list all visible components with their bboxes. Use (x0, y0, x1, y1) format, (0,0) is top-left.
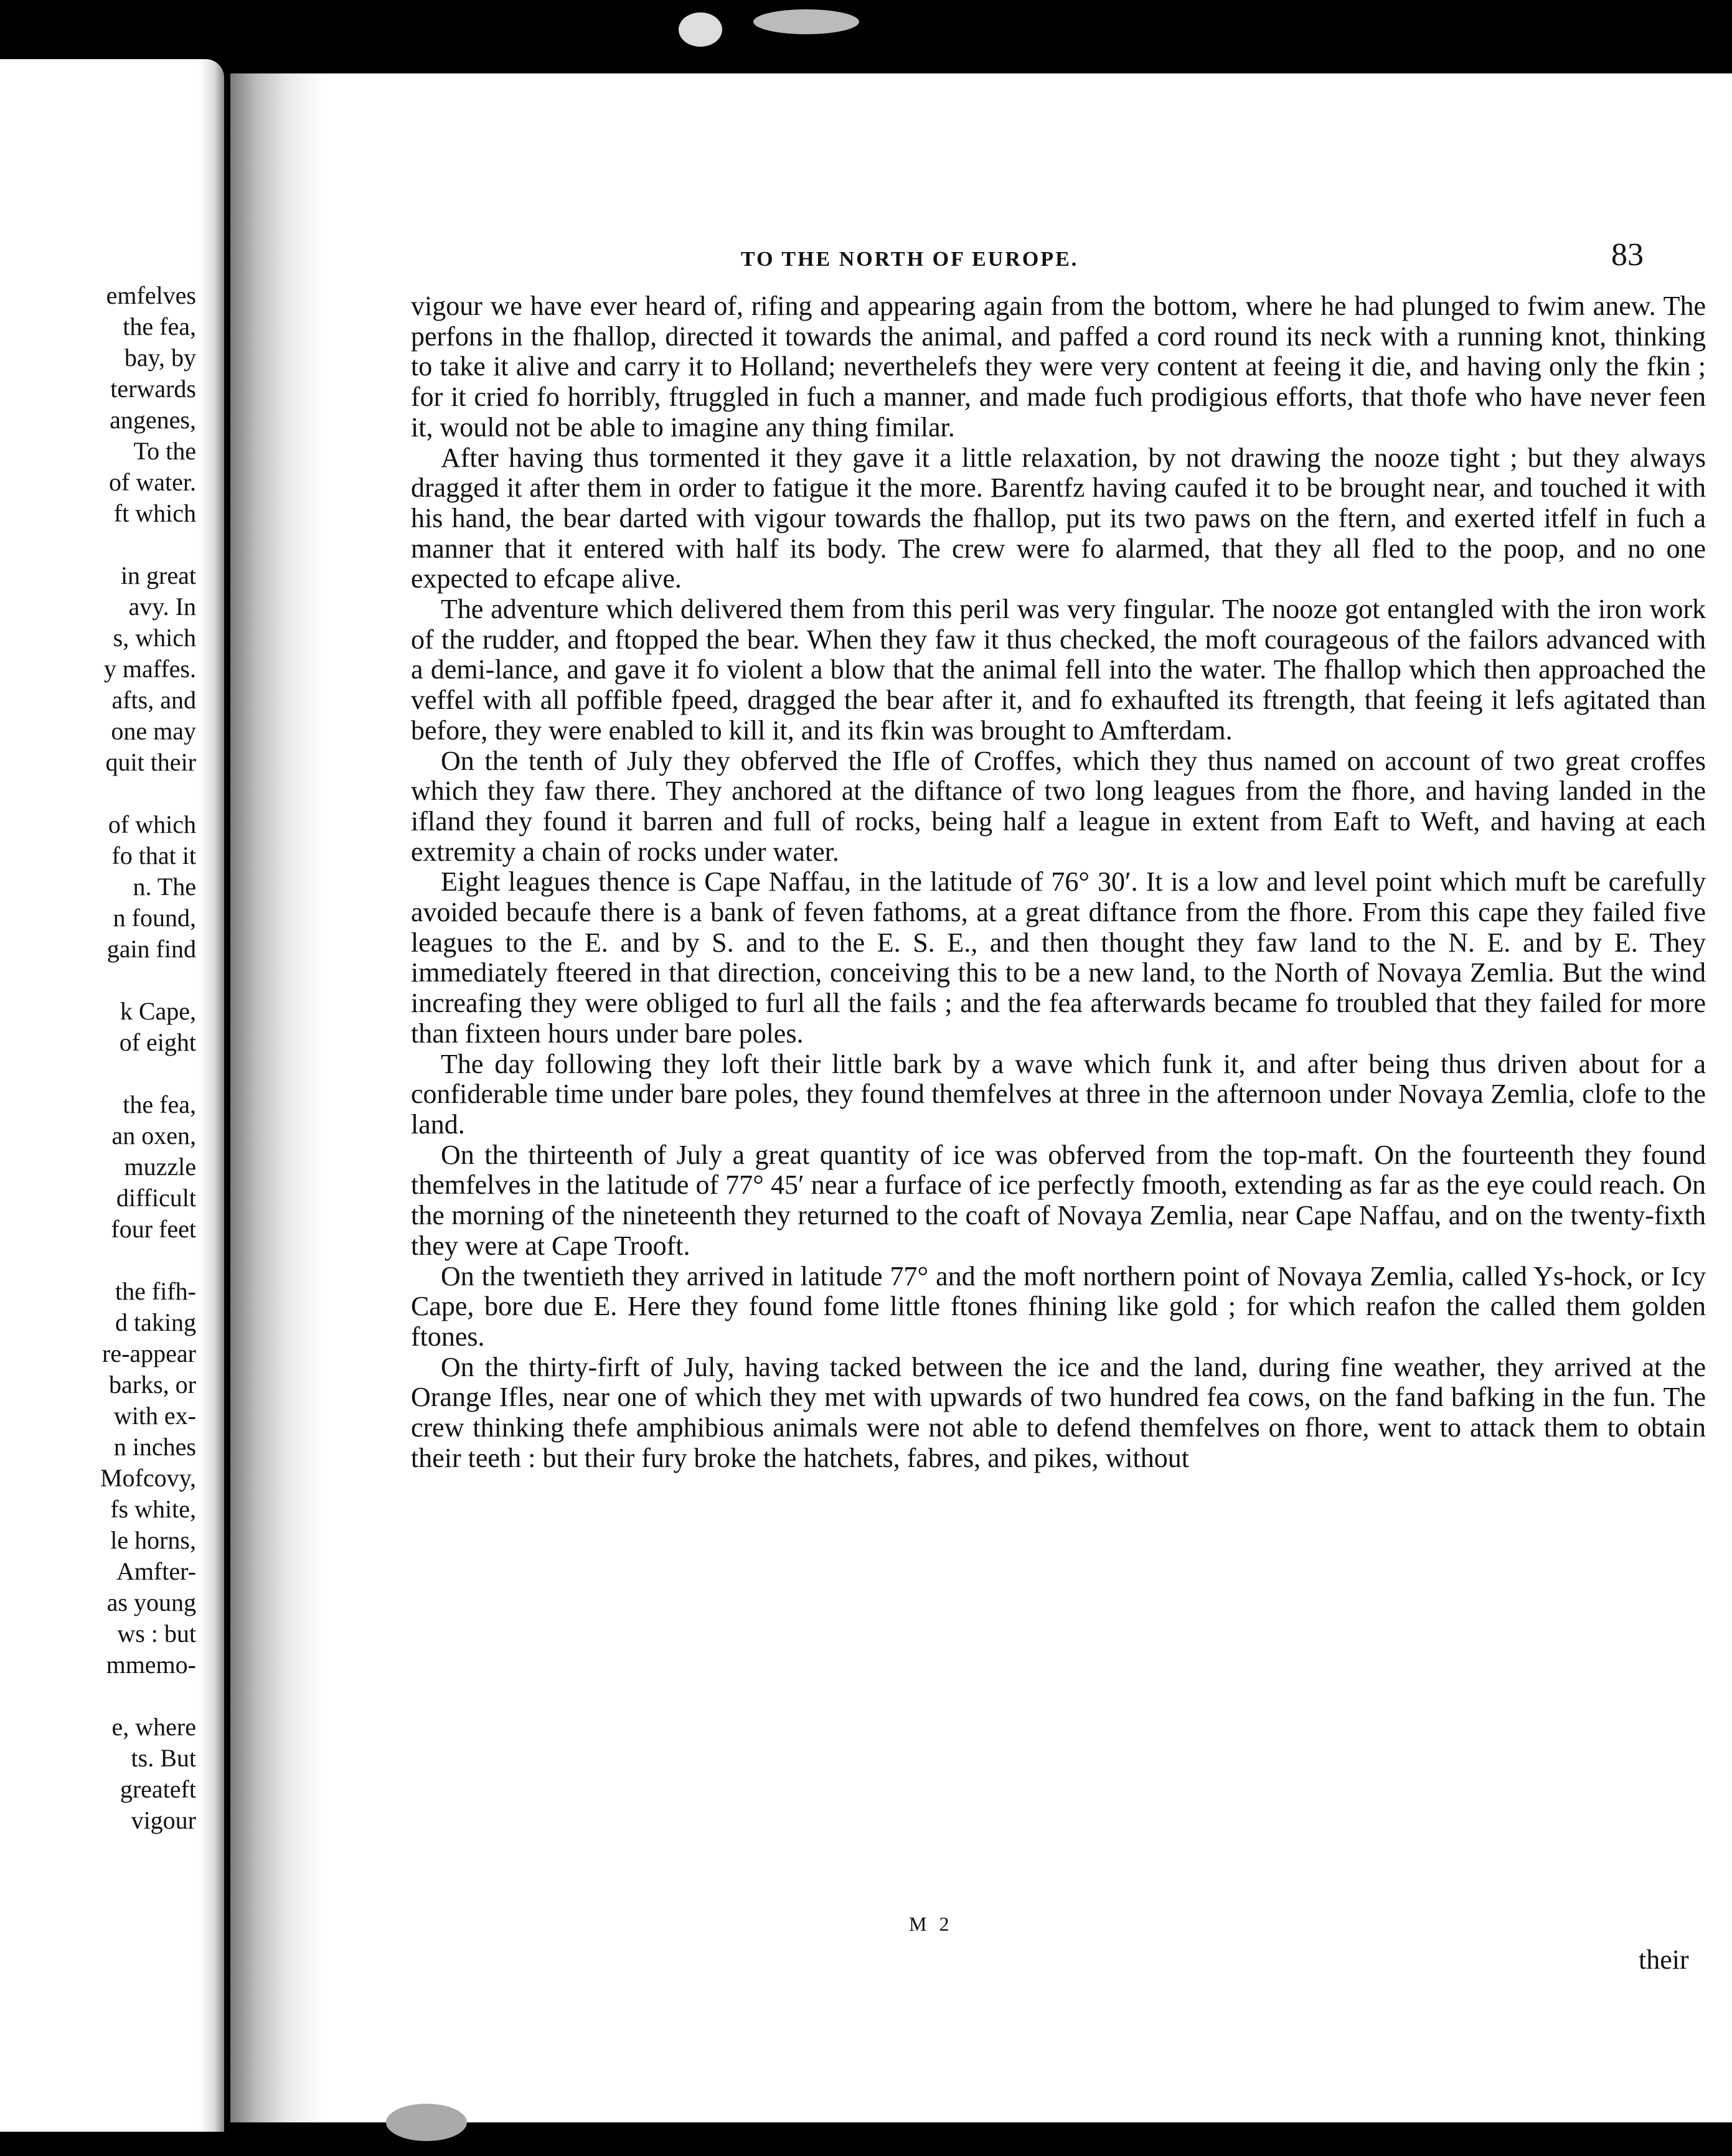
left-line-fragment: barks, or (109, 1371, 196, 1399)
left-line-fragment: ft which (113, 499, 196, 527)
paragraph: On the twentieth they arrived in latitude 77° and the moft northern point of Novaya Zemlia, called Ys-hock, or Icy Cape, bore due E. Here they found fome little ftones fhining like gold ; for which reafon the called them golden ftones. (411, 1260, 1706, 1352)
running-head: TO THE NORTH OF EUROPE. (741, 248, 1079, 271)
left-line-fragment: gain find (106, 935, 196, 963)
paragraph: After having thus tormented it they gave it a little relaxation, by not drawing the nooze tight ; but they always dragged it after them in order to fatigue it the more. Barentfz having caufed it to be brought near, and touched it with his hand, the bear darted with vigour towards the fhallop, put its two paws on the ftern, and exerted itfelf in fuch a manner that it entered with half its body. The crew were fo alarmed, that they all fled to the poop, and no one expected to efcape alive. (411, 442, 1706, 594)
left-line-fragment: y maffes. (103, 655, 196, 683)
left-paragraph-gap (100, 965, 196, 996)
left-paragraph-gap (100, 529, 196, 560)
body-text (411, 291, 1706, 1473)
left-line-fragment: Amfter- (116, 1557, 196, 1585)
spacer (100, 59, 196, 280)
left-line-fragment: re-appear (102, 1339, 196, 1367)
page-gutter (199, 59, 224, 2132)
left-line-fragment: the fifh- (115, 1277, 196, 1305)
paragraph: The adventure which delivered them from this peril was very fingular. The nooze got entangled with the iron work of the rudder, and ftopped the bear. When they faw it thus checked, the moft courageous of the failors advanced with a demi-lance, and gave it fo violent a blow that the animal fell into the water. The fhallop which then approached the veffel with all poffible fpeed, dragged the bear after it, and fo exhaufted its ftrength, that feeing it lefs agitated than before, they were enabled to kill it, and its fkin was brought to Amfterdam. (411, 594, 1706, 746)
paragraph: Eight leagues thence is Cape Naffau, in the latitude of 76° 30′. It is a low and level point which muft be carefully avoided becaufe there is a bank of feven fathoms, at a great diftance from the fhore. From this cape they failed five leagues to the E. and by S. and to the E. S. E., and then thought they faw land to the N. E. and by E. They immediately fteered in that direction, conceiving this to be a new land, to the North of Novaya Zemlia. But the wind increafing they were obliged to furl all the fails ; and the fea afterwards became fo troubled that they failed for more than fixteen hours under bare poles. (411, 866, 1706, 1049)
left-line-fragment: To the (133, 437, 196, 465)
left-line-fragment: fs white, (110, 1495, 196, 1523)
left-page-text (100, 59, 196, 1836)
left-line-fragment: four feet (111, 1215, 196, 1243)
left-line-fragment: mmemo- (106, 1651, 196, 1679)
catchword: their (1639, 1944, 1689, 1975)
left-paragraph-gap (100, 1245, 196, 1276)
paragraph: vigour we have ever heard of, rifing and appearing again from the bottom, where he had plunged to fwim anew. The perfons in the fhallop, directed it towards the animal, and paffed a cord round its neck with a running knot, thinking to take it alive and carry it to Holland; neverthelefs they were very content at feeing it die, and having only the fkin ; for it cried fo horribly, ftruggled in fuch a manner, and made fuch prodigious efforts, that thofe who have never feen it, would not be able to imagine any thing fimilar. (411, 291, 1706, 443)
left-line-fragment: n found, (113, 904, 196, 932)
left-line-fragment: with ex- (113, 1402, 196, 1430)
book-spine-shadow (230, 73, 324, 2122)
left-line-fragment: afts, and (111, 686, 196, 714)
left-line-fragment: vigour (131, 1806, 196, 1834)
left-line-fragment: fo that it (111, 841, 196, 869)
paragraph: On the tenth of July they obferved the Ifle of Croffes, which they thus named on account of two great croffes which they faw there. They anchored at the diftance of two long leagues from the fhore, and having landed in the ifland they found it barren and full of rocks, being half a league in extent from Eaft to Weft, and having at each extremity a chain of rocks under water. (411, 745, 1706, 867)
left-paragraph-gap (100, 778, 196, 809)
left-line-fragment: Mofcovy, (100, 1464, 196, 1492)
left-line-fragment: angenes, (110, 406, 196, 434)
paragraph: The day following they loft their little bark by a wave which funk it, and after being thus driven about for a confiderable time under bare poles, they found themfelves at three in the afternoon under Novaya Zemlia, clofe to the land. (411, 1048, 1706, 1140)
left-line-fragment: ts. But (131, 1744, 196, 1772)
left-line-fragment: the fea, (123, 1090, 196, 1118)
signature-mark: M 2 (909, 1913, 953, 1935)
right-page (230, 73, 1732, 2122)
left-line-fragment: greateft (120, 1775, 196, 1803)
left-line-fragment: one may (111, 717, 196, 745)
left-line-fragment: ws : but (117, 1619, 196, 1647)
left-line-fragment: k Cape, (120, 997, 196, 1025)
paragraph: On the thirty-firft of July, having tacked between the ice and the land, during fine weather, they arrived at the Orange Ifles, near one of which they met with upwards of two hundred fea cows, on the fand bafking in the fun. The crew thinking thefe amphibious animals were not able to defend themfelves on fhore, went to attack them to obtain their teeth : but their fury broke the hatchets, fabres, and pikes, without (411, 1351, 1706, 1473)
left-line-fragment: le horns, (110, 1526, 196, 1554)
left-line-fragment: bay, by (124, 344, 196, 372)
left-line-fragment: in great (120, 561, 196, 589)
left-line-fragment: d taking (115, 1308, 196, 1336)
left-line-fragment: terwards (110, 375, 196, 403)
left-line-fragment: of water. (109, 468, 196, 496)
left-line-fragment: e, where (111, 1713, 196, 1741)
left-line-fragment: as young (106, 1588, 196, 1616)
left-page-fragment (0, 59, 224, 2132)
left-line-fragment: avy. In (128, 593, 196, 621)
left-line-fragment: n inches (113, 1433, 196, 1461)
left-line-fragment: n. The (133, 873, 196, 901)
left-line-fragment: the fea, (123, 312, 196, 340)
left-line-fragment: difficult (116, 1184, 196, 1212)
left-line-fragment: muzzle (124, 1153, 196, 1181)
left-line-fragment: s, which (113, 624, 196, 652)
ink-blot (753, 9, 859, 34)
left-line-fragment: an oxen, (111, 1122, 196, 1150)
page-number: 83 (1611, 237, 1644, 273)
paragraph: On the thirteenth of July a great quantity of ice was obferved from the top-maft. On the fourteenth they found themfelves in the latitude of 77° 45′ near a furface of ice perfectly fmooth, extending as far as the eye could reach. On the morning of the nineteenth they returned to the coaft of Novaya Zemlia, near Cape Naffau, and on the twenty-fixth they were at Cape Trooft. (411, 1139, 1706, 1261)
left-line-fragment: emfelves (106, 281, 196, 309)
left-line-fragment: quit their (105, 748, 196, 776)
ink-blot (679, 12, 722, 47)
ink-blot (386, 2104, 467, 2141)
left-line-fragment: of which (108, 810, 196, 838)
left-paragraph-gap (100, 1058, 196, 1089)
left-line-fragment: of eight (119, 1028, 196, 1056)
left-paragraph-gap (100, 1680, 196, 1712)
